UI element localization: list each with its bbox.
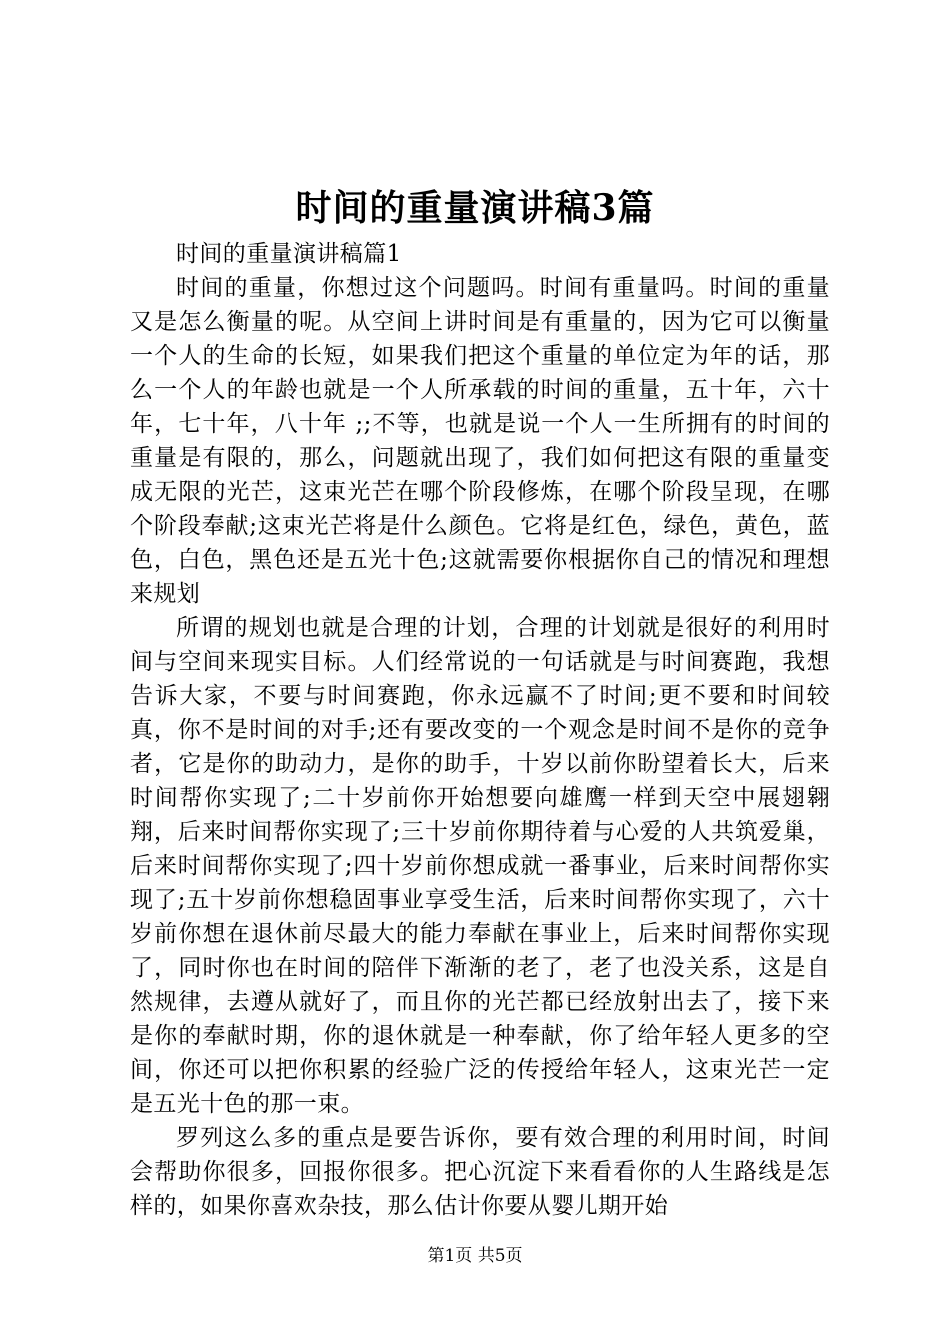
document-body (130, 237, 830, 1223)
paragraph-3: 罗列这么多的重点是要告诉你，要有效合理的利用时间，时间会帮助你很多，回报你很多。把心沉淀下来看看你的人生路线是怎样的，如果你喜欢杂技，那么估计你要从婴儿期开始 (130, 1125, 830, 1219)
document-title: 时间的重量演讲稿3篇 (295, 187, 655, 229)
section-heading: 时间的重量演讲稿篇1 (176, 241, 402, 267)
page-footer: 第1页 共5页 (427, 1246, 523, 1266)
paragraph-2: 所谓的规划也就是合理的计划，合理的计划就是很好的利用时间与空间来现实目标。人们经常说的一句话就是与时间赛跑，我想告诉大家，不要与时间赛跑，你永远赢不了时间;更不要和时间较真，你不是时间的对手;还有要改变的一个观念是时间不是你的竞争者，它是你的助动力，是你的助手，十岁以前你盼望着长大，后来时间帮你实现了;二十岁前你开始想要向雄鹰一样到天空中展翅翱翔，后来时间帮你实现了;三十岁前你期待着与心爱的人共筑爱巢，后来时间帮你实现了;四十岁前你想成就一番事业，后来时间帮你实现了;五十岁前你想稳固事业享受生活，后来时间帮你实现了，六十岁前你想在退休前尽最大的能力奉献在事业上，后来时间帮你实现了，同时你也在时间的陪伴下渐渐的老了，老了也没关系，这是自然规律，去遵从就好了，而且你的光芒都已经放射出去了，接下来是你的奉献时期，你的退休就是一种奉献，你了给年轻人更多的空间，你还可以把你积累的经验广泛的传授给年轻人，这束光芒一定是五光十色的那一束。 (130, 615, 830, 1117)
paragraph-1: 时间的重量，你想过这个问题吗。时间有重量吗。时间的重量又是怎么衡量的呢。从空间上讲时间是有重量的，因为它可以衡量一个人的生命的长短，如果我们把这个重量的单位定为年的话，那么一个人的年龄也就是一个人所承载的时间的重量，五十年，六十年，七十年，八十年 ;;不等，也就是说一个人一生所拥有的时间的重量是有限的，那么，问题就出现了，我们如何把这有限的重量变成无限的光芒，这束光芒在哪个阶段修炼，在哪个阶段呈现，在哪个阶段奉献;这束光芒将是什么颜色。它将是红色，绿色，黄色，蓝色，白色，黑色还是五光十色;这就需要你根据你自己的情况和理想来规划 (130, 275, 830, 607)
